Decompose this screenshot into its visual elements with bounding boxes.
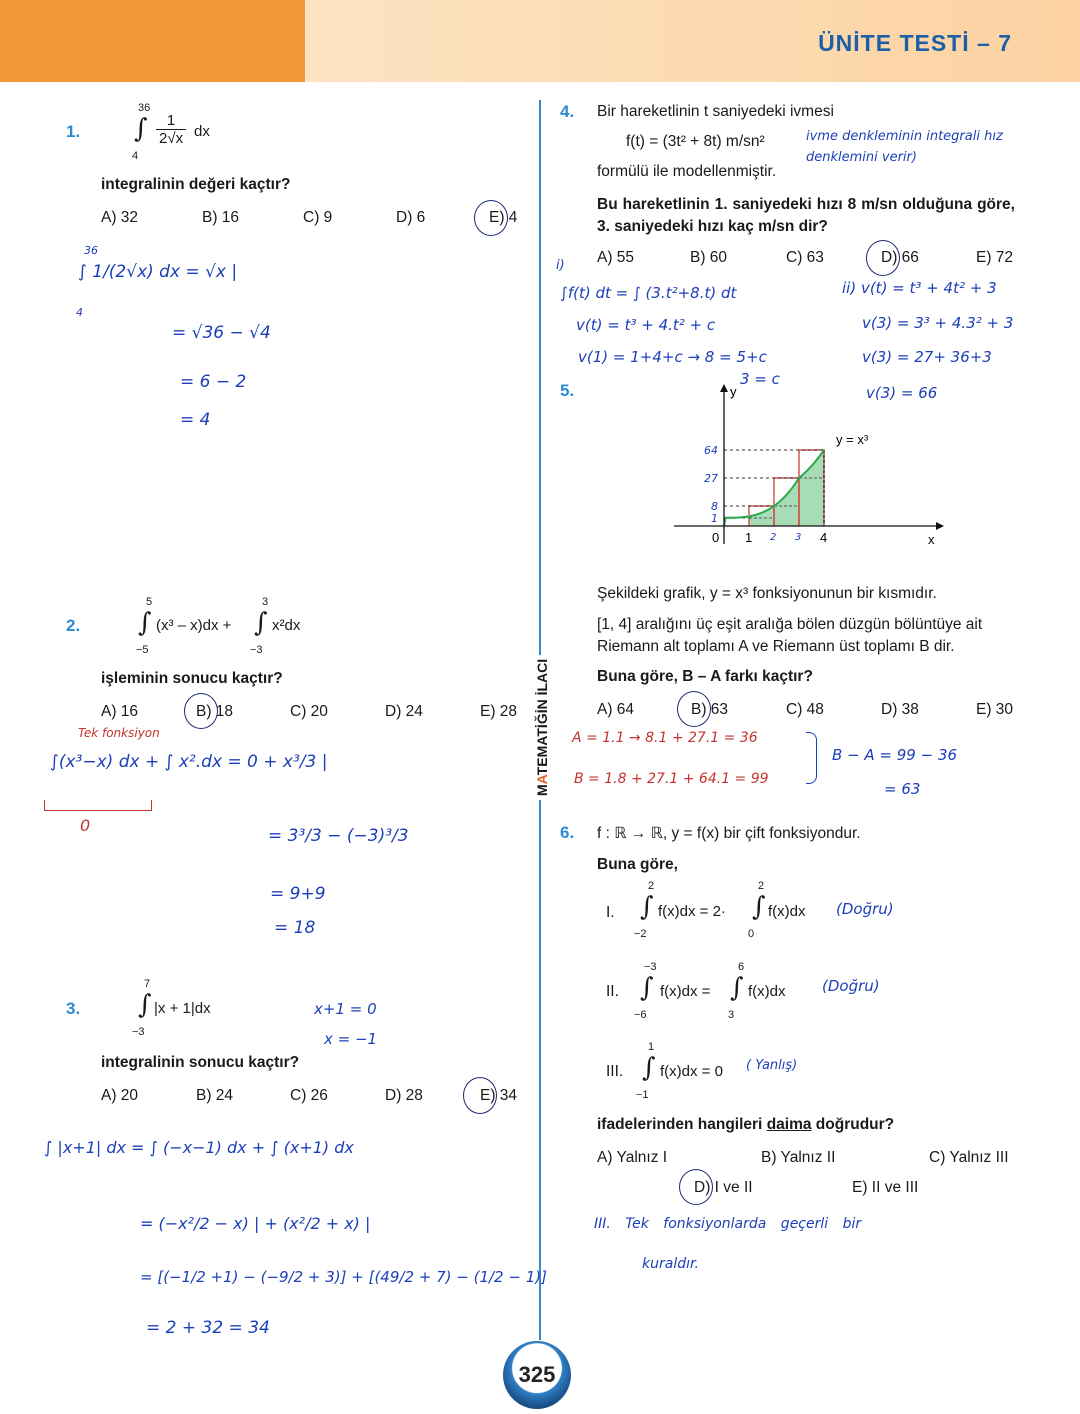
option-a[interactable]: A) 64 [597, 701, 635, 718]
answer-circle [184, 693, 218, 729]
q2-work-line: ∫(x³−x) dx + ∫ x².dx = 0 + x³/3 | [50, 752, 328, 772]
option-b[interactable]: B) 63 [691, 701, 729, 718]
q4-line: formülü ile modellenmiştir. [597, 163, 777, 180]
q5-work-line: B = 1.8 + 27.1 + 64.1 = 99 [574, 771, 769, 787]
option-e[interactable]: E) 30 [976, 701, 1014, 718]
option-e[interactable]: E) 4 [489, 209, 518, 226]
q5-work-line: B − A = 99 − 36 [832, 746, 958, 764]
option-d[interactable]: D) 66 [881, 249, 919, 266]
q1-integral: 36 ∫ 4 $\frac{1}{2√x}$ dx [132, 102, 210, 162]
underbrace [44, 800, 152, 811]
page-title: ÜNİTE TESTİ – 7 [818, 30, 1012, 56]
integral-sign: ∫ [752, 892, 766, 922]
option-c[interactable]: C) 9 [303, 209, 333, 226]
shaded-area [749, 450, 824, 526]
question-number: 2. [66, 616, 81, 635]
header-orange-band [0, 0, 305, 82]
option-a[interactable]: A) Yalnız I [597, 1149, 668, 1166]
q2-note: Tek fonksiyon [78, 726, 160, 740]
option-d[interactable]: D) 6 [396, 209, 426, 226]
option-c[interactable]: C) 63 [786, 249, 824, 266]
integral-sign: ∫ [254, 608, 268, 638]
answer-circle [866, 240, 900, 276]
q5-desc: Şekildeki grafik, y = x³ fonksiyonunun bir kısmıdır. [597, 585, 937, 602]
integral-sign: ∫ [138, 990, 152, 1020]
q4-line: Bir hareketlinin t saniyedeki ivmesi [597, 103, 834, 120]
option-b[interactable]: B) 18 [196, 703, 234, 720]
question-number: 3. [66, 999, 81, 1018]
integral-sign: ∫ [730, 973, 744, 1003]
option-d[interactable]: D) I ve II [694, 1179, 753, 1196]
q3-question: integralinin sonucu kaçtır? [101, 1054, 300, 1071]
q4-work-line: 3 = c [740, 370, 780, 388]
x-tick-label: 0 [712, 530, 720, 545]
option-b[interactable]: B) 24 [196, 1087, 234, 1104]
q6-intro: f : ℝ → ℝ, y = f(x) bir çift fonksiyondur. [597, 825, 861, 842]
integral-sign: ∫ [138, 608, 152, 638]
q5-question: Buna göre, B – A farkı kaçtır? [597, 668, 813, 685]
x-tick-label: 3 [795, 532, 802, 543]
q3-side-work: x = −1 [324, 1030, 378, 1048]
x-axis-arrow [936, 522, 944, 530]
integral-sign: ∫ [640, 973, 654, 1003]
option-b[interactable]: B) 16 [202, 209, 240, 226]
q1-work-line: = 4 [180, 410, 211, 430]
option-e[interactable]: E) 34 [480, 1087, 518, 1104]
x-tick-label: 2 [770, 532, 777, 543]
option-a[interactable]: A) 32 [101, 209, 139, 226]
statement-iii: III. 1 ∫ −1 f(x)dx = 0 ( Yanlış) [606, 1041, 798, 1101]
option-d[interactable]: D) 38 [881, 701, 919, 718]
question-number: 4. [560, 102, 575, 121]
option-e[interactable]: E) 72 [976, 249, 1014, 266]
q4-question: Bu hareketlinin 1. saniyedeki hızı 8 m/sn olduğuna göre, 3. saniyedeki hızı kaç m/sn dir? [597, 196, 1015, 235]
q5-work-line: A = 1.1 → 8.1 + 27.1 = 36 [572, 730, 758, 746]
option-a[interactable]: A) 20 [101, 1087, 139, 1104]
statement-ii: II. −3 ∫ −6 f(x)dx = 6 ∫ 3 f(x)dx (Doğru) [606, 961, 880, 1021]
q2-work-line: = 18 [274, 918, 316, 938]
option-c[interactable]: C) Yalnız III [929, 1149, 1009, 1166]
question-number: 5. [560, 381, 575, 400]
q3-side-work: x+1 = 0 [314, 1000, 377, 1018]
page-number-badge: 325 [503, 1341, 571, 1409]
x-tick-label: 1 [745, 530, 753, 545]
y-axis-label: y [730, 384, 737, 399]
q4-work-line: ii) v(t) = t³ + 4t² + 3 [842, 279, 997, 297]
q2-expression: 5 ∫ −5 (x³ – x)dx + 3 ∫ −3 x²dx [136, 596, 301, 656]
y-tick-label: 27 [704, 472, 718, 485]
answer-circle [679, 1169, 713, 1205]
answer-circle [677, 691, 711, 727]
option-a[interactable]: A) 16 [101, 703, 139, 720]
q6-question: ifadelerinden hangileri daima doğrudur? [597, 1116, 895, 1133]
y-axis-arrow [720, 384, 728, 392]
q4-work-line: ∫f(t) dt = ∫ (3.t²+8.t) dt [560, 284, 737, 302]
q3-work-line: = 2 + 32 = 34 [146, 1318, 270, 1338]
option-a[interactable]: A) 55 [597, 249, 635, 266]
x-tick-label: 4 [820, 530, 828, 545]
option-c[interactable]: C) 48 [786, 701, 824, 718]
y-tick-label: 1 [711, 512, 718, 525]
brace [806, 732, 817, 784]
option-d[interactable]: D) 28 [385, 1087, 423, 1104]
q3-work-line: = (−x²/2 − x) | + (x²/2 + x) | [140, 1214, 371, 1233]
question-number: 1. [66, 122, 81, 141]
answer-circle [463, 1077, 497, 1114]
q6-work-line: kuraldır. [642, 1256, 699, 1272]
function-label: y = x³ [836, 432, 869, 447]
integral-sign: ∫ [134, 114, 148, 144]
q6-lead: Buna göre, [597, 856, 678, 873]
q4-work-line: v(1) = 1+4+c → 8 = 5+c [578, 348, 767, 366]
q3-work-line: ∫ |x+1| dx = ∫ (−x−1) dx + ∫ (x+1) dx [44, 1138, 354, 1157]
q4-formula: f(t) = (3t² + 8t) m/sn² [626, 133, 765, 150]
statement-i: I. 2 ∫ −2 f(x)dx = 2· 2 ∫ 0 f(x)dx (Doğru) [606, 880, 894, 940]
q6-work-line: III. Tek fonksiyonlarda geçerli bir [594, 1216, 862, 1232]
option-b[interactable]: B) Yalnız II [761, 1149, 836, 1166]
q4-work-line: v(3) = 27+ 36+3 [862, 348, 992, 366]
sidebar-brand-label: MATEMATİĞİN İLACI [534, 655, 550, 800]
q2-question: işleminin sonucu kaçtır? [101, 670, 283, 687]
integral-sign: ∫ [642, 1053, 656, 1083]
q4-work-line: v(t) = t³ + 4.t² + c [576, 316, 716, 334]
q3-work-line: = [(−1/2 +1) − (−9/2 + 3)] + [(49/2 + 7) − (1/2 − 1)] [140, 1268, 547, 1286]
answer-circle [474, 200, 508, 236]
q4-work-line: v(3) = 3³ + 4.3² + 3 [862, 314, 1014, 332]
q1-work-line: = √36 − √4 [172, 323, 271, 343]
q5-desc: [1, 4] aralığını üç eşit aralığa bölen düzgün bölüntüye ait Riemann alt toplamı A ve Riemann üst toplamı B dir. [597, 616, 983, 655]
riemann-chart [660, 380, 950, 550]
q5-work-line: = 63 [884, 780, 921, 798]
q4-note: ivme denkleminin integrali hız denklemini verir) [806, 129, 1003, 165]
q1-work-line: = 6 − 2 [180, 372, 247, 392]
y-tick-label: 64 [704, 444, 718, 457]
q3-integral: 7 ∫ −3 |x + 1|dx [132, 978, 211, 1038]
q1-question: integralinin değeri kaçtır? [101, 176, 291, 193]
option-d[interactable]: D) 24 [385, 703, 423, 720]
option-c[interactable]: C) 20 [290, 703, 328, 720]
q4-work-line: v(3) = 66 [866, 384, 938, 402]
q2-work-line: = 9+9 [270, 884, 326, 904]
integral-sign: ∫ [640, 892, 654, 922]
y-tick-label: 8 [711, 500, 718, 513]
q1-work-line: ∫ 1/(2√x) dx = √x | [78, 262, 238, 282]
option-c[interactable]: C) 26 [290, 1087, 328, 1104]
q2-work-line: = 3³/3 − (−3)³/3 [268, 826, 409, 846]
option-e[interactable]: E) 28 [480, 703, 518, 720]
option-b[interactable]: B) 60 [690, 249, 728, 266]
question-number: 6. [560, 823, 575, 842]
x-axis-label: x [928, 532, 935, 547]
option-e[interactable]: E) II ve III [852, 1179, 919, 1196]
